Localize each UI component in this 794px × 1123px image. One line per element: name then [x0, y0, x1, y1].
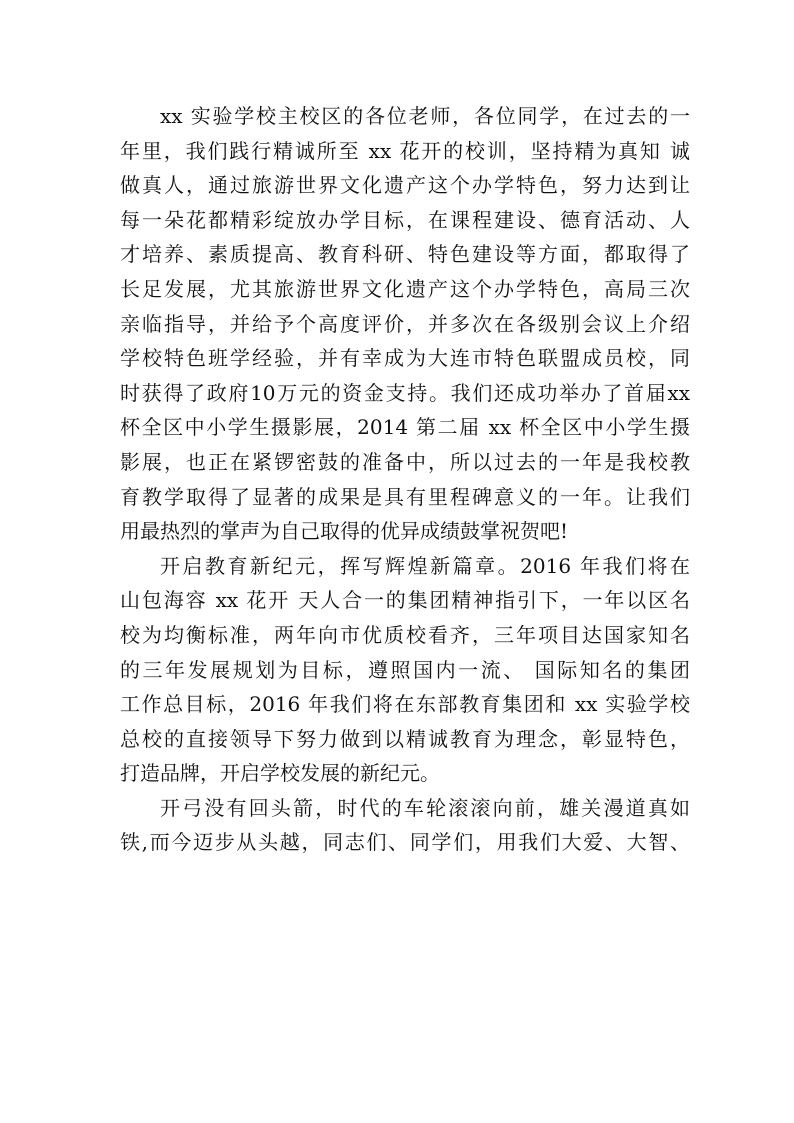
paragraph-3-line-2: 铁,而今迈步从头越，同志们、同学们，用我们大爱、大智、 — [120, 830, 690, 855]
paragraph-3-line-1: 开弓没有回头箭，时代的车轮滚滚向前，雄关漫道真如 — [160, 795, 690, 820]
paragraph-2-line-6: 总校的直接领导下努力做到以精诚教育为理念，彰显特色， — [120, 726, 690, 751]
paragraph-2-line-1: 开启教育新纪元，挥写辉煌新篇章。2016 年我们将在 — [160, 553, 690, 578]
paragraph-2-line-2: 山包海容 xx 花开 天人合一的集团精神指引下，一年以区名 — [120, 588, 690, 613]
paragraph-1-line-2: 年里，我们践行精诚所至 xx 花开的校训，坚持精为真知 诚 — [120, 138, 690, 163]
paragraph-1-line-9: 时获得了政府10万元的资金支持。我们还成功举办了首届xx — [120, 380, 690, 405]
paragraph-1-line-4: 每一朵花都精彩绽放办学目标，在课程建设、德育活动、人 — [120, 207, 690, 232]
paragraph-1-line-3: 做真人，通过旅游世界文化遗产这个办学特色，努力达到让 — [120, 173, 690, 198]
paragraph-1-line-11: 影展，也正在紧锣密鼓的准备中，所以过去的一年是我校教 — [120, 449, 690, 474]
paragraph-1-line-10: 杯全区中小学生摄影展，2014 第二届 xx 杯全区中小学生摄 — [120, 415, 690, 440]
paragraph-2-line-7: 打造品牌，开启学校发展的新纪元。 — [120, 761, 440, 786]
paragraph-1-line-1: xx 实验学校主校区的各位老师，各位同学，在过去的一 — [160, 104, 690, 128]
paragraph-2-line-5: 工作总目标，2016 年我们将在东部教育集团和 xx 实验学校 — [120, 692, 690, 717]
paragraph-1-line-8: 学校特色班学经验，并有幸成为大连市特色联盟成员校，同 — [120, 346, 690, 371]
paragraph-2-line-4: 的三年发展规划为目标，遵照国内一流、 国际知名的集团 — [120, 657, 690, 682]
paragraph-1-line-7: 亲临指导，并给予个高度评价，并多次在各级别会议上介绍 — [120, 311, 690, 336]
body-text — [120, 99, 690, 860]
paragraph-1-line-5: 才培养、素质提高、教育科研、特色建设等方面，都取得了 — [120, 242, 690, 267]
paragraph-2-line-3: 校为均衡标准，两年向市优质校看齐，三年项目达国家知名 — [120, 622, 690, 647]
paragraph-1-line-13: 用最热烈的掌声为自己取得的优异成绩鼓掌祝贺吧! — [120, 519, 569, 544]
paragraph-1-line-12: 育教学取得了显著的成果是具有里程碑意义的一年。让我们 — [120, 484, 690, 509]
paragraph-1-line-6: 长足发展，尤其旅游世界文化遗产这个办学特色，高局三次 — [120, 276, 690, 301]
